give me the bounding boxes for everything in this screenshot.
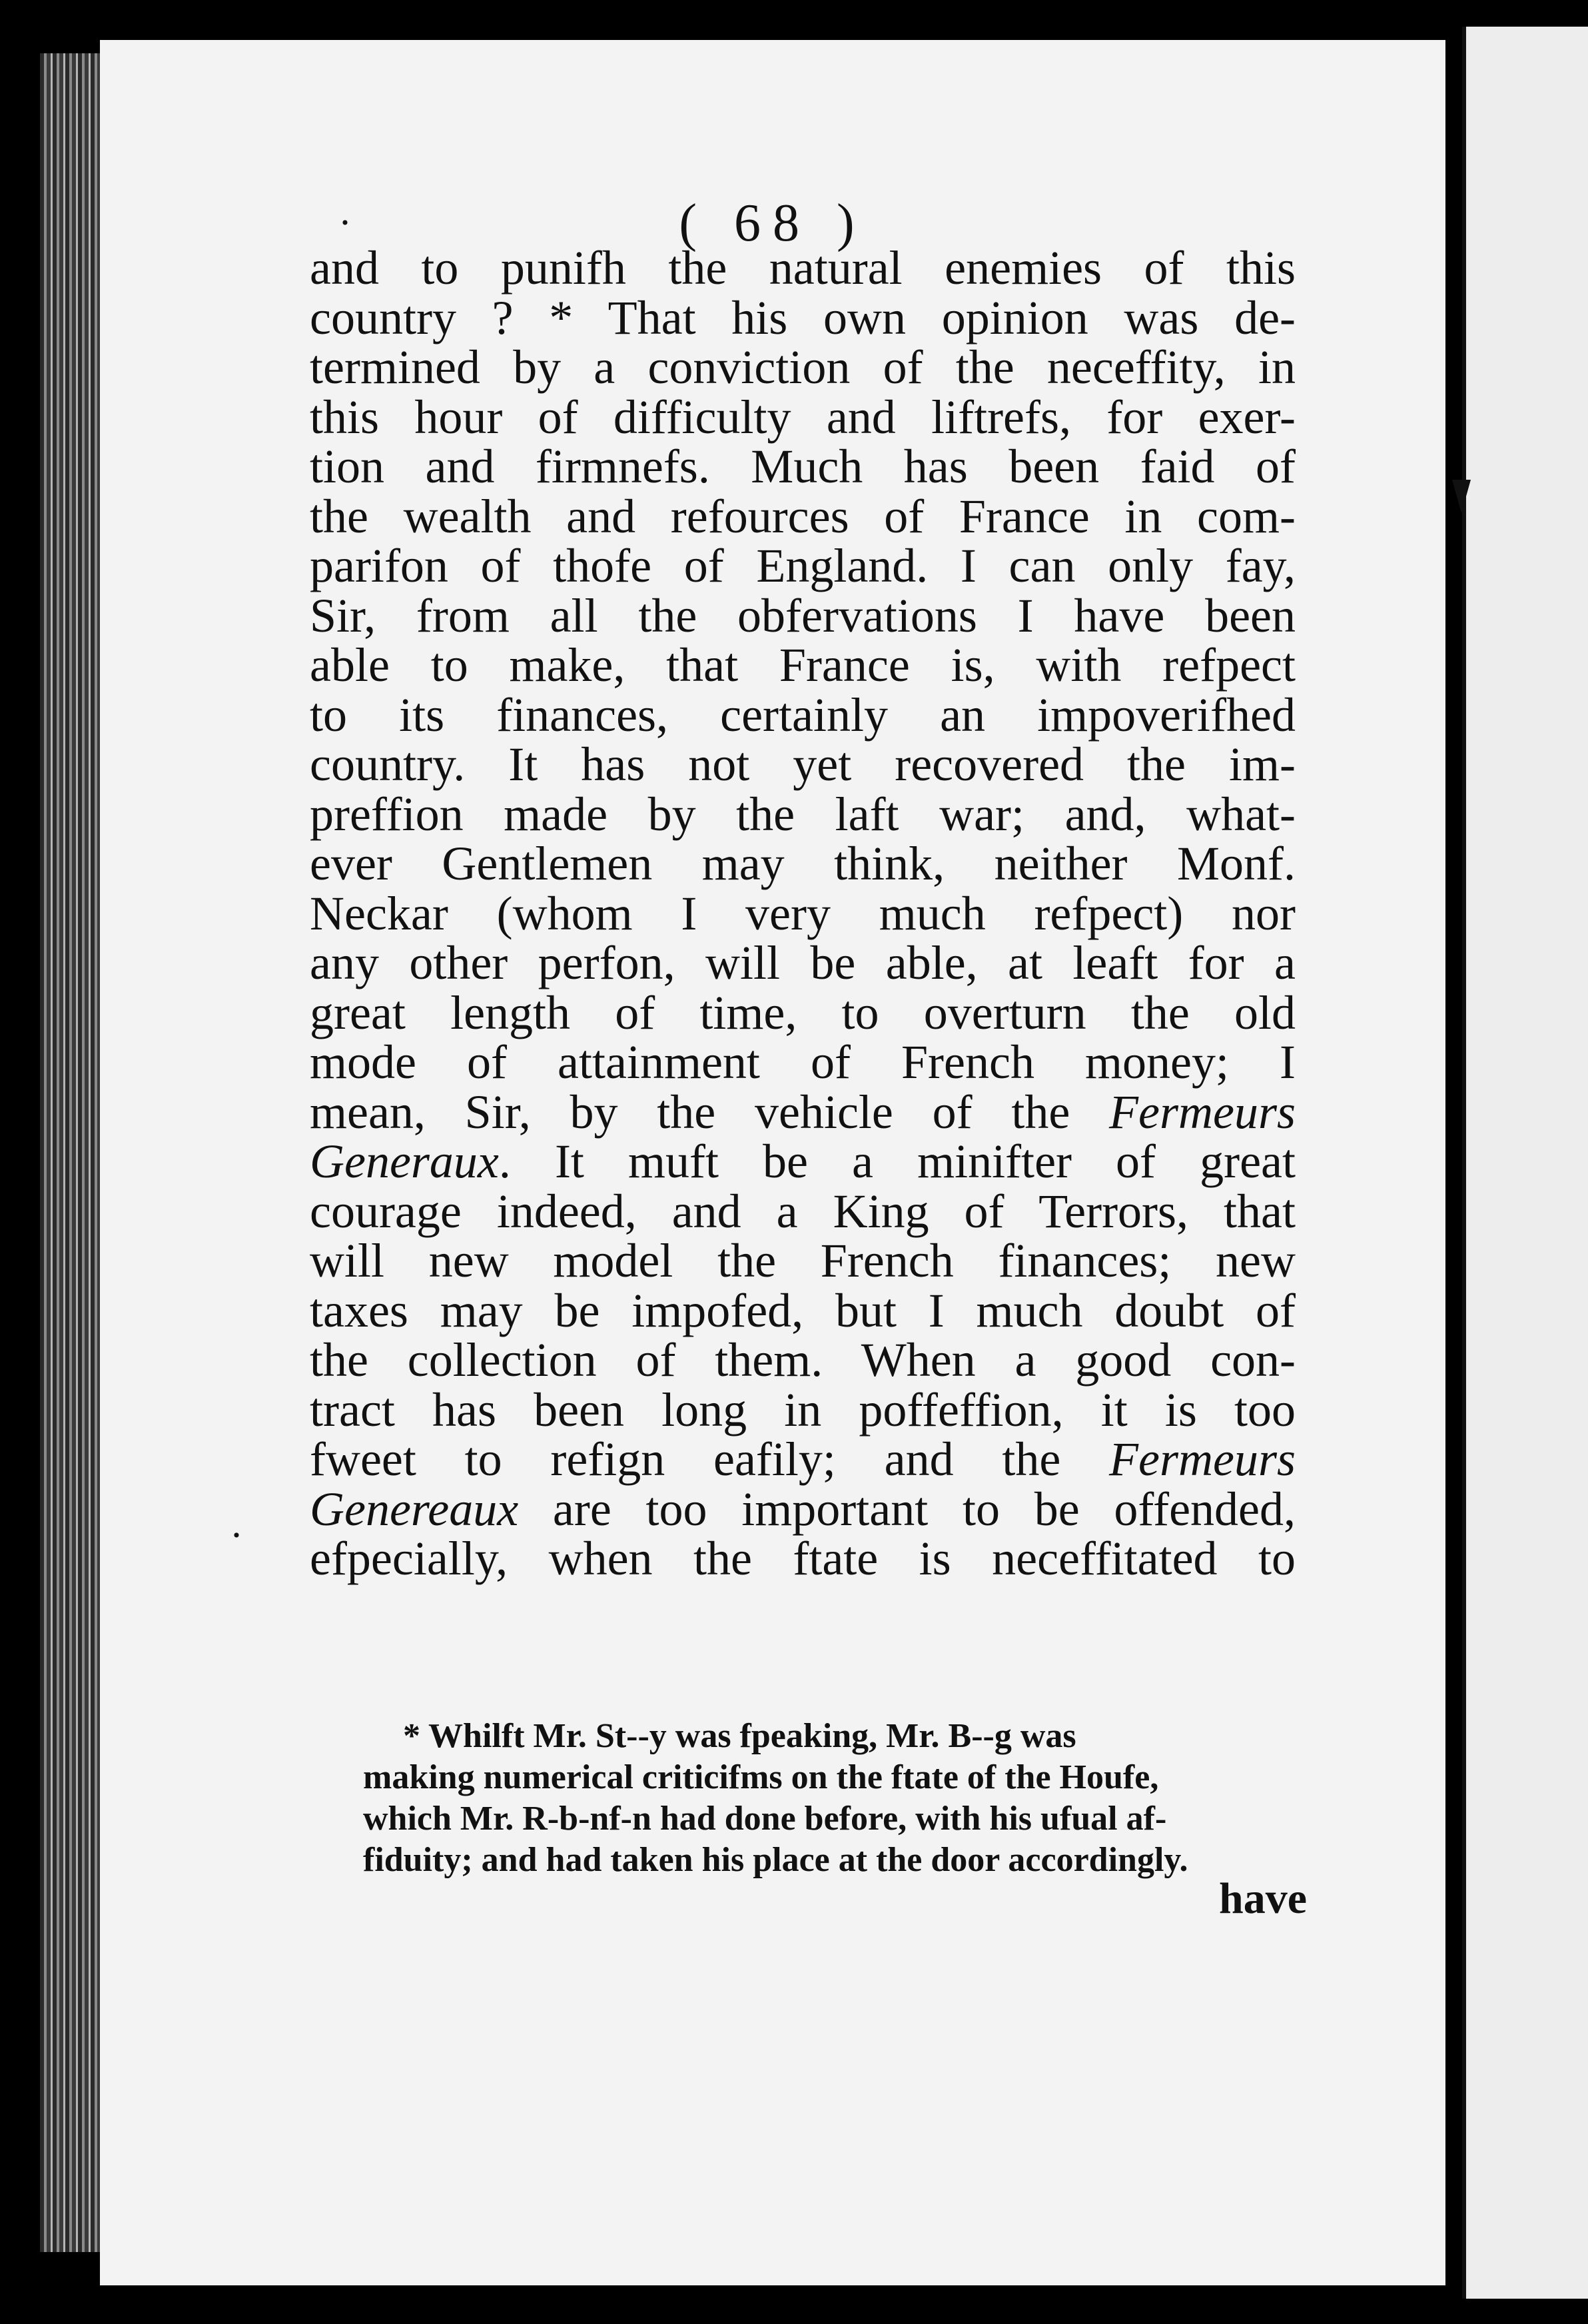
footnote-line: * Whilft Mr. St--y was fpeaking, Mr. B--g was (403, 1717, 1076, 1755)
text-line: any other perfon, will be able, at leaft for a (310, 936, 1296, 989)
catchword: have (1219, 1874, 1307, 1923)
text-line: Generaux. It muft be a minifter of great (310, 1135, 1296, 1188)
text-line: taxes may be impofed, but I much doubt of (310, 1283, 1296, 1337)
ink-speck: · (338, 201, 352, 245)
text-line: efpecially, when the ftate is neceffitated to (310, 1532, 1296, 1585)
ink-speck: · (230, 1513, 243, 1557)
text-line: the wealth and refources of France in com- (310, 489, 1296, 543)
footnote-line: making numerical criticifms on the ftate of the Houfe, (363, 1758, 1159, 1796)
facing-page-edge (1462, 27, 1588, 2299)
text-line: will new model the French finances; new (310, 1234, 1296, 1287)
text-line: tract has been long in poffeffion, it is too (310, 1383, 1296, 1437)
footnote-line: which Mr. R-b-nf-n had done before, with his ufual af- (363, 1800, 1167, 1838)
text-line: tion and firmnefs. Much has been faid of (310, 440, 1296, 493)
text-line: this hour of difficulty and liftrefs, for exer- (310, 390, 1296, 444)
text-line: mean, Sir, by the vehicle of the Fermeurs (310, 1085, 1296, 1139)
text-line: Genereaux are too important to be offended, (310, 1482, 1296, 1536)
body-text (310, 243, 1296, 1584)
text-line: mode of attainment of French money; I (310, 1035, 1296, 1089)
text-line: preffion made by the laft war; and, what- (310, 787, 1296, 841)
book-spine (40, 53, 100, 2252)
text-line: Neckar (whom I very much refpect) nor (310, 886, 1296, 940)
text-line: courage indeed, and a King of Terrors, that (310, 1184, 1296, 1238)
text-line: ever Gentlemen may think, neither Monf. (310, 837, 1296, 890)
text-line: to its finances, certainly an impoverifhed (310, 688, 1296, 742)
text-line: country ? * That his own opinion was de- (310, 290, 1296, 344)
text-line: the collection of them. When a good con- (310, 1333, 1296, 1387)
page-edge-mark (1452, 480, 1471, 513)
text-line: great length of time, to overturn the old (310, 985, 1296, 1039)
text-line: able to make, that France is, with refpect (310, 638, 1296, 692)
footnote-line: fiduity; and had taken his place at the door accordingly. (363, 1841, 1188, 1879)
page-number: ( 68 ) (679, 194, 867, 253)
text-line: parifon of thofe of England. I can only fay, (310, 539, 1296, 592)
text-line: and to punifh the natural enemies of this (310, 241, 1296, 294)
text-line: fweet to refign eafily; and the Fermeurs (310, 1433, 1296, 1486)
text-line: Sir, from all the obfervations I have been (310, 588, 1296, 642)
text-line: country. It has not yet recovered the im- (310, 738, 1296, 791)
text-line: termined by a conviction of the neceffity, in (310, 340, 1296, 394)
footnote (363, 1716, 1296, 1881)
